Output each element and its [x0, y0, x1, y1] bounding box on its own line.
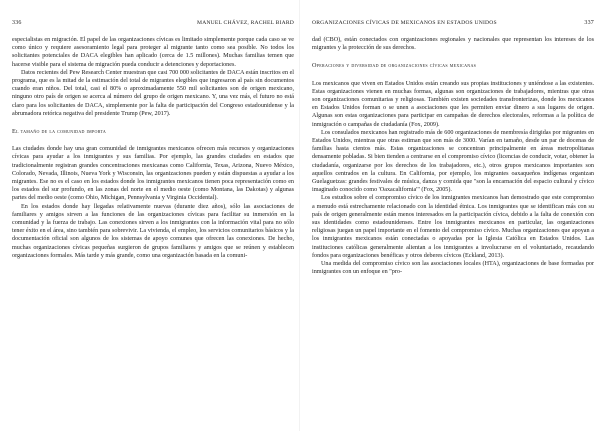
left-page	[12, 0, 294, 431]
paragraph: Los estudios sobre el compromiso cívico de los inmigrantes mexicanos han demostrado que este compromiso a menudo está estrechamente relacionado con la identidad étnica. Los inmigrantes que se identifican más con su país de origen generalmente están menos interesados en la participación cívica, debido a la falta de conexión con sus identidades como estadounidenses. Entre los inmigrantes mexicanos en particular, las organizaciones religiosas juegan un papel importante en el fomento del compromiso cívico. Muchas organizaciones que apoyan a los inmigrantes mexicanos están conectadas o apoyadas por la Iglesia Católica en Estados Unidos. Las instituciones católicas generalmente alientan a los inmigrantes a involucrarse en el voluntariado, recaudando fondos para organizaciones benéficas y otros deberes cívicos (Eckland, 2013).	[312, 195, 594, 259]
page-number: 337	[584, 20, 594, 26]
paragraph: especialistas en migración. El papel de las organizaciones cívicas es limitado simplemente porque cada caso se ve como único y requiere asesoramiento legal para proteger al migrante tanto como sea posible. No todos los solicitantes potenciales de DACA elegibles han aplicado (cerca de 1.5 millones). Muchas familias temen que hacerse visible para el sistema de migración pueda conducir a detenciones y deportaciones.	[12, 37, 294, 68]
section-heading: El tamaño de la comunidad importa	[12, 128, 107, 136]
paragraph: Las ciudades donde hay una gran comunidad de inmigrantes mexicanos ofrecen más recursos y organizaciones cívicas para ayudar a los inmigrantes y sus familias. Por ejemplo, las grandes ciudades en estados que tradicionalmente registran grandes concentraciones mexicanas como California, Texas, Arizona, Nuevo México, Colorado, Nevada, Illinois, Nueva York y Wisconsin, las organizaciones pueden y están dispuestas a ayudar a los migrantes. Ese no es el caso en los estados donde los inmigrantes mexicanos tienen poca representación como en los estados del sur profundo, en las zonas del norte en el medio oeste (como Montana, las Dakotas) y algunas partes del medio oeste (como Ohio, Michigan, Pennsylvania y Virginia Occidental).	[12, 146, 294, 202]
running-head	[312, 0, 594, 34]
paragraph: Los consulados mexicanos han registrado más de 600 organizaciones de membresía dirigidas por migrantes en Estados Unidos, mientras que otras estiman que son más de 3000. Varían en tamaño, desde un par de docenas de familias hasta cientos más. Estas organizaciones se concentran principalmente en áreas metropolitanas densamente pobladas. Si bien tienden a centrarse en el compromiso cívico (licencias de conducir, votar, obtener la ciudadanía, organizarse por los derechos de los trabajadores, etc.), otros grupos mexicanos importantes son aquellos centrados en la cultura. En California, por ejemplo, los migrantes oaxaqueños indígenas organizan Guelaguetzas: grandes festivales de música, danza y comida que "son la encarnación del espacio cultural y cívico imaginado conocido como 'Oaxacalifornia'" (Fox, 2005).	[312, 129, 594, 194]
page-gutter	[299, 0, 300, 431]
body-text	[12, 36, 294, 260]
page-number: 336	[12, 20, 22, 26]
running-head	[12, 0, 294, 34]
running-head-authors: MANUEL CHÁVEZ, RACHEL BIARD	[197, 20, 294, 26]
section-heading: Operaciones y diversidad de organizaciones cívicas mexicanas	[312, 62, 477, 70]
right-page	[312, 0, 594, 431]
paragraph: Datos recientes del Pew Research Center muestran que casi 700 000 solicitantes de DACA están inscritos en el programa, que es la mitad de la estimación del total de migrantes elegibles que ingresaron al país sin documentos cuando eran niños. Del total, casi el 80% o aproximadamente 550 mil solicitantes son de origen mexicano, ninguno otro país de origen se acerca al número del grupo de origen mexicano. Y, una vez más, el futuro no está claro para los solicitantes de DACA, simplemente por la falta de participación del Congreso estadounidense y la abrumadora retórica negativa del presidente Trump (Pew, 2017).	[12, 69, 294, 117]
paragraph: Los mexicanos que viven en Estados Unidos están creando sus propias instituciones y uniéndose a las existentes. Estas organizaciones vienen en muchas formas, algunas son organizaciones de trabajadores, mientras que otras son organizaciones comunitarias y religiosas. También existen sociedades transfronterizas, donde los mexicanos en Estados Unidos forman o se unen a asociaciones que les permiten enviar dinero a sus lugares de origen. Algunas son estas organizaciones para participar en campañas de derechos electorales, reformas a la política de inmigración o campañas de ciudadanía (Fox, 2009).	[312, 80, 594, 128]
paragraph: dad (CBO), están conectados con organizaciones regionales y nacionales que representan los intereses de los migrantes y la protección de sus derechos.	[312, 37, 594, 52]
paragraph: Una medida del compromiso cívico son las asociaciones locales (HTA), organizaciones de base formadas por inmigrantes con un enfoque en "pro-	[312, 261, 594, 276]
body-text	[312, 36, 594, 276]
paragraph: En los estados donde hay llegadas relativamente nuevas (durante diez años), sólo las asociaciones de familiares y amigos sirven a las funciones de las organizaciones cívicas para facilitar su inmersión en la comunidad y la fuerza de trabajo. Las conexiones sirven a los inmigrantes con la información vital para no sólo tener éxito en el área, sino también para sobrevivir. La vivienda, el empleo, los servicios comunitarios básicos y la documentación oficial son algunos de los sistemas de apoyo comunes que ofrecen las conexiones. De hecho, muchas organizaciones cívicas pequeñas surgieron de grupos familiares y amigos que se reúnen y establecen organizaciones formales. Más tarde y más grande, como una organización basada en la comuni-	[12, 203, 294, 259]
running-head-title: ORGANIZACIONES CÍVICAS DE MEXICANOS EN ESTADOS UNIDOS	[312, 20, 497, 26]
